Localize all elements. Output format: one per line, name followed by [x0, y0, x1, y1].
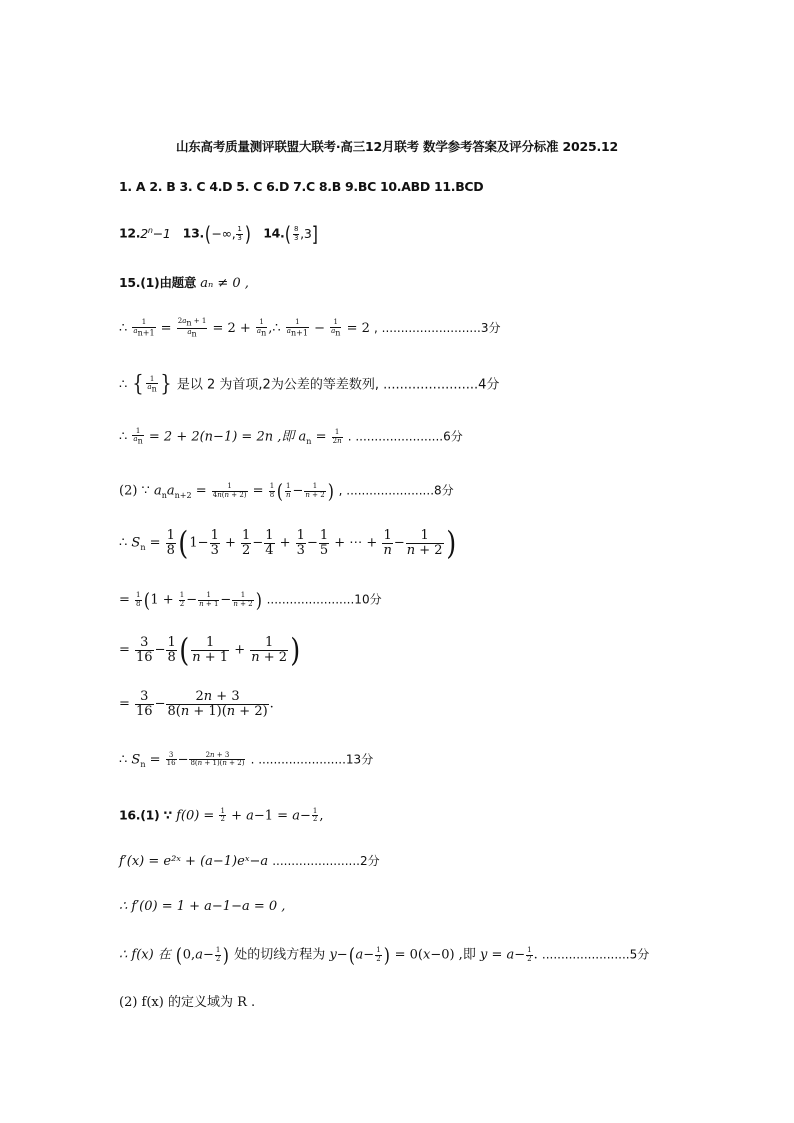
q14-label: 14.: [263, 225, 285, 241]
q15-sum-combined: = $\frac{3}{16}$ − $\frac{2n + 3}{8(n + 1)(n + 2)}$ .: [119, 689, 274, 719]
q15-general-term: ∴ $\frac{1}{a_n}$ = 2 + 2(n−1) = 2n ,即 $a_n$ = $\frac{1}{2n}$ . .......................6分: [119, 427, 463, 447]
q12-label: 12.: [119, 225, 141, 241]
q15-sum-simplified: = $\frac{3}{16}$ − $\frac{1}{8}$ ( $\frac{1}{n + 1}$ + $\frac{1}{n + 2}$ ): [119, 631, 301, 669]
q15-part2-product: (2) ∵ $a_na_{n+2}$ = $\frac{1}{4n(n + 2)}$ = $\frac{1}{8}$ ( $\frac{1}{n}$ − $\frac{1}{n + 2}$ ) , .......................8分: [119, 479, 454, 503]
q15-recurrence: ∴ $\frac{1}{a_{n+1}}$ = $\frac{2a_n + 1}{a_n}$ = 2 + $\frac{1}{a_n}$ ,∴ $\frac{1}{a_{n+1}}$ − $\frac{1}{a_n}$ = 2 , ..........................3分: [119, 317, 501, 339]
q16-tangent-line: ∴ f(x) 在 (0,a− $\frac{1}{2}$ ) 处的切线方程为 y−(a− $\frac{1}{2}$ ) = 0(x−0) ,即 y = a− $\frac{1}{2}$ . .......................5分: [119, 943, 650, 967]
q16-part2-domain: (2) f(x) 的定义域为 R .: [119, 995, 256, 1010]
q15-part1-intro: 15.(1)由题意 aₙ ≠ 0 ,: [119, 275, 249, 291]
q16-derivative: f′(x) = e²ˣ + (a−1)eˣ−a .......................2分: [119, 854, 380, 869]
q13-label: 13.: [182, 225, 204, 241]
q16-part1-f0: 16.(1) ∵ f(0) = $\frac{1}{2}$ + a−1 = a− $\frac{1}{2}$ ,: [119, 807, 324, 824]
q16-derivative-at-zero: ∴ f′(0) = 1 + a−1−a = 0 ,: [119, 899, 286, 914]
mc-answers: 1. A 2. B 3. C 4.D 5. C 6.D 7.C 8.B 9.BC 10.ABD 11.BCD: [119, 179, 484, 194]
q15-arithmetic-sequence: ∴ { $\frac{1}{a_n}$ } 是以 2 为首项,2为公差的等差数列, .......................4分: [119, 372, 500, 397]
fill-in-answers: $12.2^n-1$ 13.(−∞, $\frac{1}{3}$ ) 14.( $\frac{8}{3}$ ,3]: [119, 222, 319, 246]
q15-sum-result: ∴ $S_n$ = $\frac{3}{16}$ − $\frac{2n + 3}{8(n + 1)(n + 2)}$ . .......................13分: [119, 751, 374, 769]
q15-sum-telescoped: = $\frac{1}{8}$ (1 + $\frac{1}{2}$ − $\frac{1}{n + 1}$ − $\frac{1}{n + 2}$ ) .......................10分: [119, 588, 382, 612]
q15-sum-expansion: ∴ $S_n$ = $\frac{1}{8}$ (1− $\frac{1}{3}$ + $\frac{1}{2}$ − $\frac{1}{4}$ + $\frac{1}{3}$ − $\frac{1}{5}$ + ⋯ + $\frac{1}{n}$ − $\frac{1}{n + 2}$ ): [119, 524, 456, 562]
document-title: 山东高考质量测评联盟大联考·高三12月联考 数学参考答案及评分标准 2025.12: [175, 139, 619, 154]
